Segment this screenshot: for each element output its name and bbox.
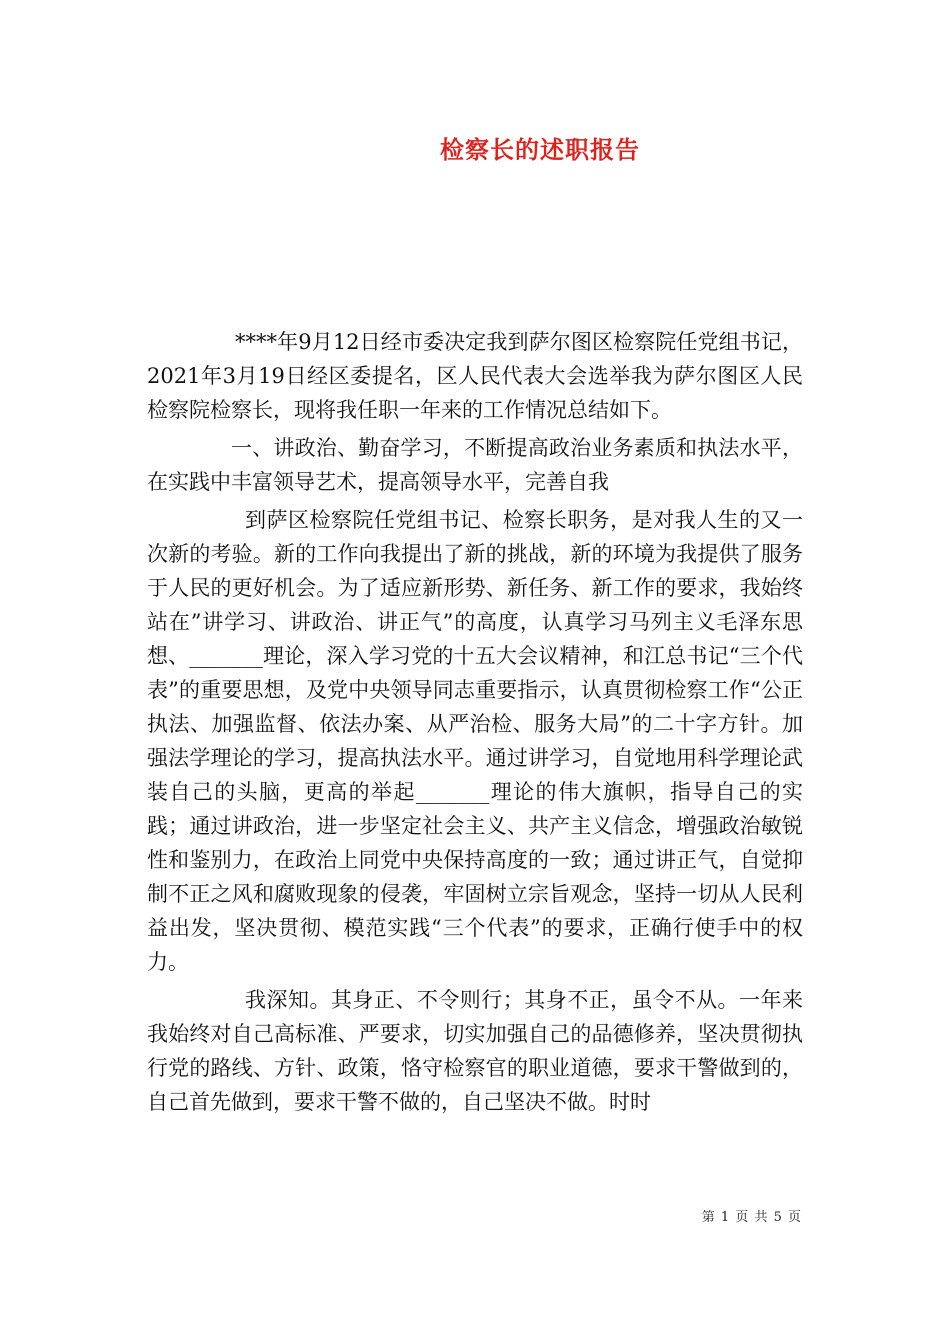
- document-body: [147, 325, 803, 1123]
- page-number: 第 1 页 共 5 页: [701, 1210, 802, 1225]
- section-heading: 一、讲政治、勤奋学习，不断提高政治业务素质和执法水平，在实践中丰富领导艺术，提高领导水平，完善自我: [147, 436, 803, 494]
- document-title: 检察长的述职报告: [440, 135, 640, 164]
- paragraph-intro: ****年9月12日经市委决定我到萨尔图区检察院任党组书记，2021年3月19日经区委提名，区人民代表大会选举我为萨尔图区人民检察院检察长，现将我任职一年来的工作情况总结如下。: [147, 330, 803, 422]
- paragraph-study: 到萨区检察院任党组书记、检察长职务，是对我人生的又一次新的考验。新的工作向我提出了新的挑战，新的环境为我提供了服务于人民的更好机会。为了适应新形势、新任务、新工作的要求，我始终站在”讲学习、讲政治、讲正气”的高度，认真学习马列主义毛泽东思想、_______理论，深入学习党的十五大会议精神，和江总书记“三个代表”的重要思想，及党中央领导同志重要指示，认真贯彻检察工作“公正执法、加强监督、依法办案、从严治检、服务大局”的二十字方针。加强法学理论的学习，提高执法水平。通过讲学习，自觉地用科学理论武装自己的头脑，更高的举起_______理论的伟大旗帜，指导自己的实践；通过讲政治，进一步坚定社会主义、共产主义信念，增强政治敏锐性和鉴别力，在政治上同党中央保持高度的一致；通过讲正气，自觉抑制不正之风和腐败现象的侵袭，牢固树立宗旨观念，坚持一切从人民利益出发，坚决贯彻、模范实践“三个代表”的要求，正确行使手中的权力。: [147, 508, 803, 974]
- paragraph-integrity: 我深知。其身正、不令则行；其身不正，虽令不从。一年来我始终对自己高标准、严要求，切实加强自己的品德修养，坚决贯彻执行党的路线、方针、政策，恪守检察官的职业道德，要求干警做到的，自己首先做到，要求干警不做的，自己坚决不做。时时: [147, 988, 803, 1114]
